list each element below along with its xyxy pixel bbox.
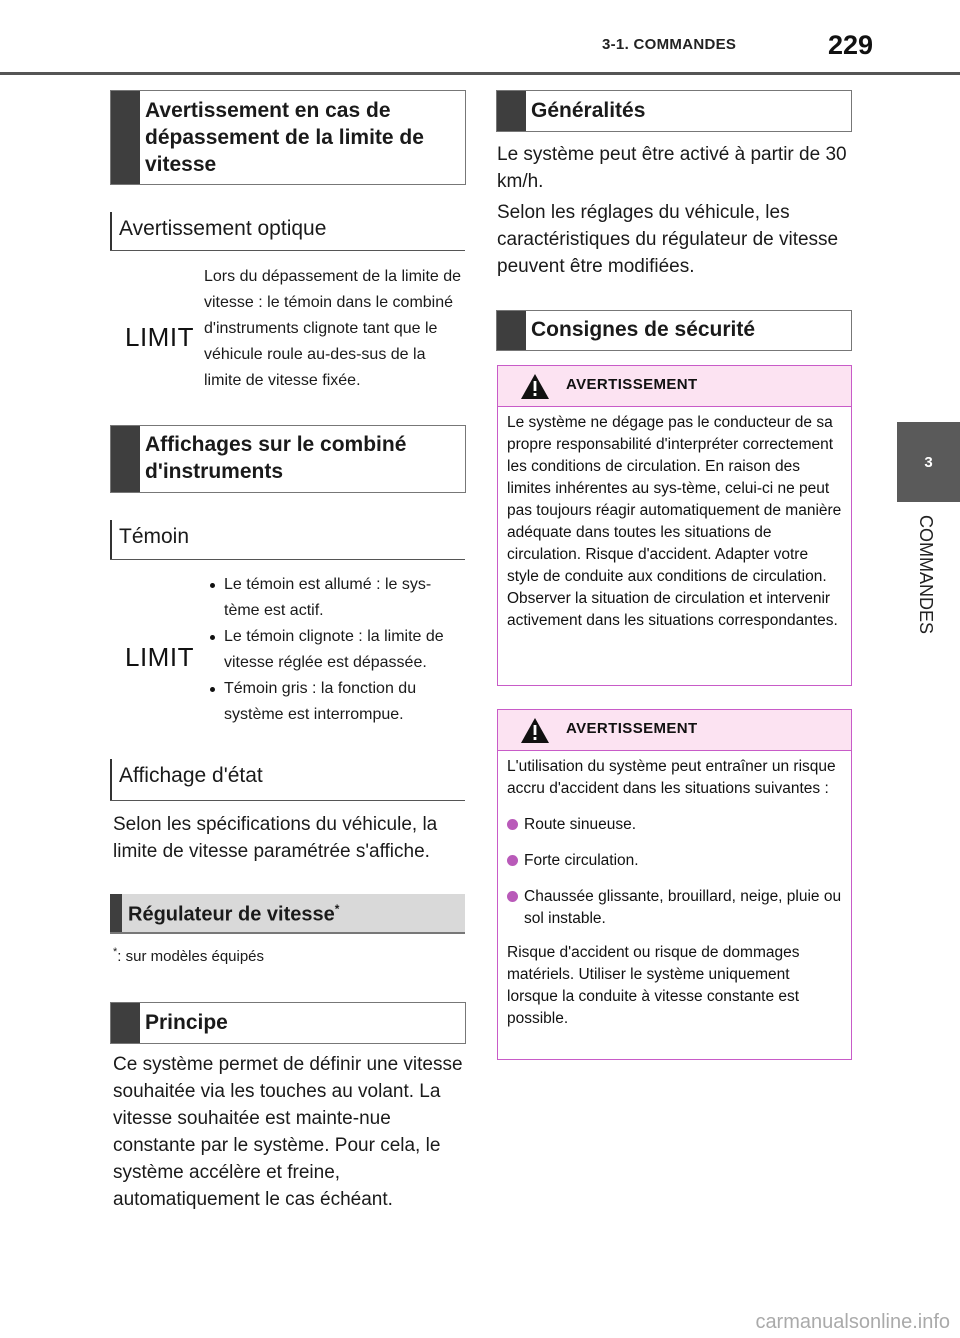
page-number: 229 <box>828 30 874 60</box>
subheading-tick <box>110 520 112 559</box>
heading-text: Avertissement en cas de dépassement de la limite de vitesse <box>145 99 424 176</box>
footnote-text: : sur modèles équipés <box>117 948 265 965</box>
warning-content <box>507 756 843 1030</box>
list-item: Chaussée glissante, brouillard, neige, pluie ou sol instable. <box>507 886 843 930</box>
section-title: 3-1. COMMANDES <box>602 36 737 53</box>
heading-text <box>128 902 339 927</box>
chapter-tab <box>897 422 960 502</box>
heading-bar <box>497 311 526 350</box>
header-rule <box>0 72 960 75</box>
general-paragraph-2: Selon les réglages du véhicule, les caractéristiques du régulateur de vitesse peuvent être modifiées. <box>497 202 839 277</box>
general-paragraph-1: Le système peut être activé à partir de 30 km/h. <box>497 144 847 192</box>
subheading-optical-warning: Avertissement optique <box>119 217 327 240</box>
warning-header <box>498 366 851 407</box>
warning-box <box>497 709 852 1060</box>
principle-text: Ce système permet de définir une vitesse souhaitée via les touches au volant. La vitesse souhaitée est mainte-nue constante par le système. Pour cela, le système accélère et freine, automatiquement le cas échéant. <box>113 1054 463 1210</box>
list-item: Route sinueuse. <box>507 814 843 836</box>
subheading-tick <box>110 759 112 800</box>
heading-principle <box>110 1002 466 1044</box>
heading-speed-limit-warning <box>110 90 466 185</box>
limit-indicator-icon: LIMIT <box>125 642 194 672</box>
list-item: Le témoin clignote : la limite de vitesse réglée est dépassée. <box>207 624 465 676</box>
warning-box <box>497 365 852 686</box>
footnote-marker: * <box>113 946 118 958</box>
list-item: Forte circulation. <box>507 850 843 872</box>
heading-bar <box>110 894 122 932</box>
optical-warning-text: Lors du dépassement de la limite de vitesse : le témoin dans le combiné d'instruments clignote tant que le véhicule roule au-des-sus de la limite de vitesse fixée. <box>204 268 462 389</box>
heading-bar <box>111 426 140 492</box>
limit-indicator-icon: LIMIT <box>125 322 194 352</box>
footnote <box>113 946 264 965</box>
chapter-label: COMMANDES <box>916 515 936 635</box>
list-item: Témoin gris : la fonction du système est interrompue. <box>207 676 465 728</box>
heading-text: Principe <box>145 1011 228 1034</box>
heading-text: Affichages sur le combiné d'instruments <box>145 433 407 483</box>
warning-triangle-icon <box>520 373 550 400</box>
heading-bar <box>111 91 140 184</box>
subheading-rule <box>110 559 465 560</box>
subheading-status-display: Affichage d'état <box>119 764 263 787</box>
warning-triangle-icon <box>520 717 550 744</box>
heading-cluster-displays <box>110 425 466 493</box>
list-item: Le témoin est allumé : le sys-tème est actif. <box>207 572 465 624</box>
subheading-rule <box>110 250 465 251</box>
warning-title: AVERTISSEMENT <box>566 376 698 393</box>
heading-text: Généralités <box>531 99 646 122</box>
watermark: carmanualsonline.info <box>755 1311 950 1333</box>
status-display-text: Selon les spécifications du véhicule, la limite de vitesse paramétrée s'affiche. <box>113 814 438 862</box>
heading-bar <box>497 91 526 131</box>
heading-label: Régulateur de vitesse <box>128 903 335 926</box>
heading-cruise-control <box>110 894 465 934</box>
heading-bar <box>111 1003 140 1043</box>
subheading-tick <box>110 212 112 250</box>
warning-title: AVERTISSEMENT <box>566 720 698 737</box>
warning-header <box>498 710 851 751</box>
warning-text: Le système ne dégage pas le conducteur de sa propre responsabilité d'interpréter correctement les conditions de circulation. En raison des limites inhérentes au sys-tème, celui-ci ne peut pas toujours réagir automatiquement de manière adéquate dans toutes les situations de circulation. Risque d'accident. Adapter votre style de conduite aux conditions de circulation. Observer la situation de circulation et intervenir activement dans les situations correspondantes. <box>507 414 842 629</box>
footnote-marker: * <box>334 902 340 916</box>
heading-safety <box>496 310 852 351</box>
subheading-indicator: Témoin <box>119 525 190 548</box>
chapter-number: 3 <box>924 453 933 471</box>
heading-general <box>496 90 852 132</box>
warning-intro: L'utilisation du système peut entraîner un risque accru d'accident dans les situations suivantes : <box>507 758 836 797</box>
indicator-bullets <box>207 572 465 728</box>
subheading-rule <box>110 800 465 801</box>
warning-outro: Risque d'accident ou risque de dommages matériels. Utiliser le système uniquement lorsque la conduite à vitesse constante est possible. <box>507 944 800 1027</box>
heading-text: Consignes de sécurité <box>531 318 756 341</box>
